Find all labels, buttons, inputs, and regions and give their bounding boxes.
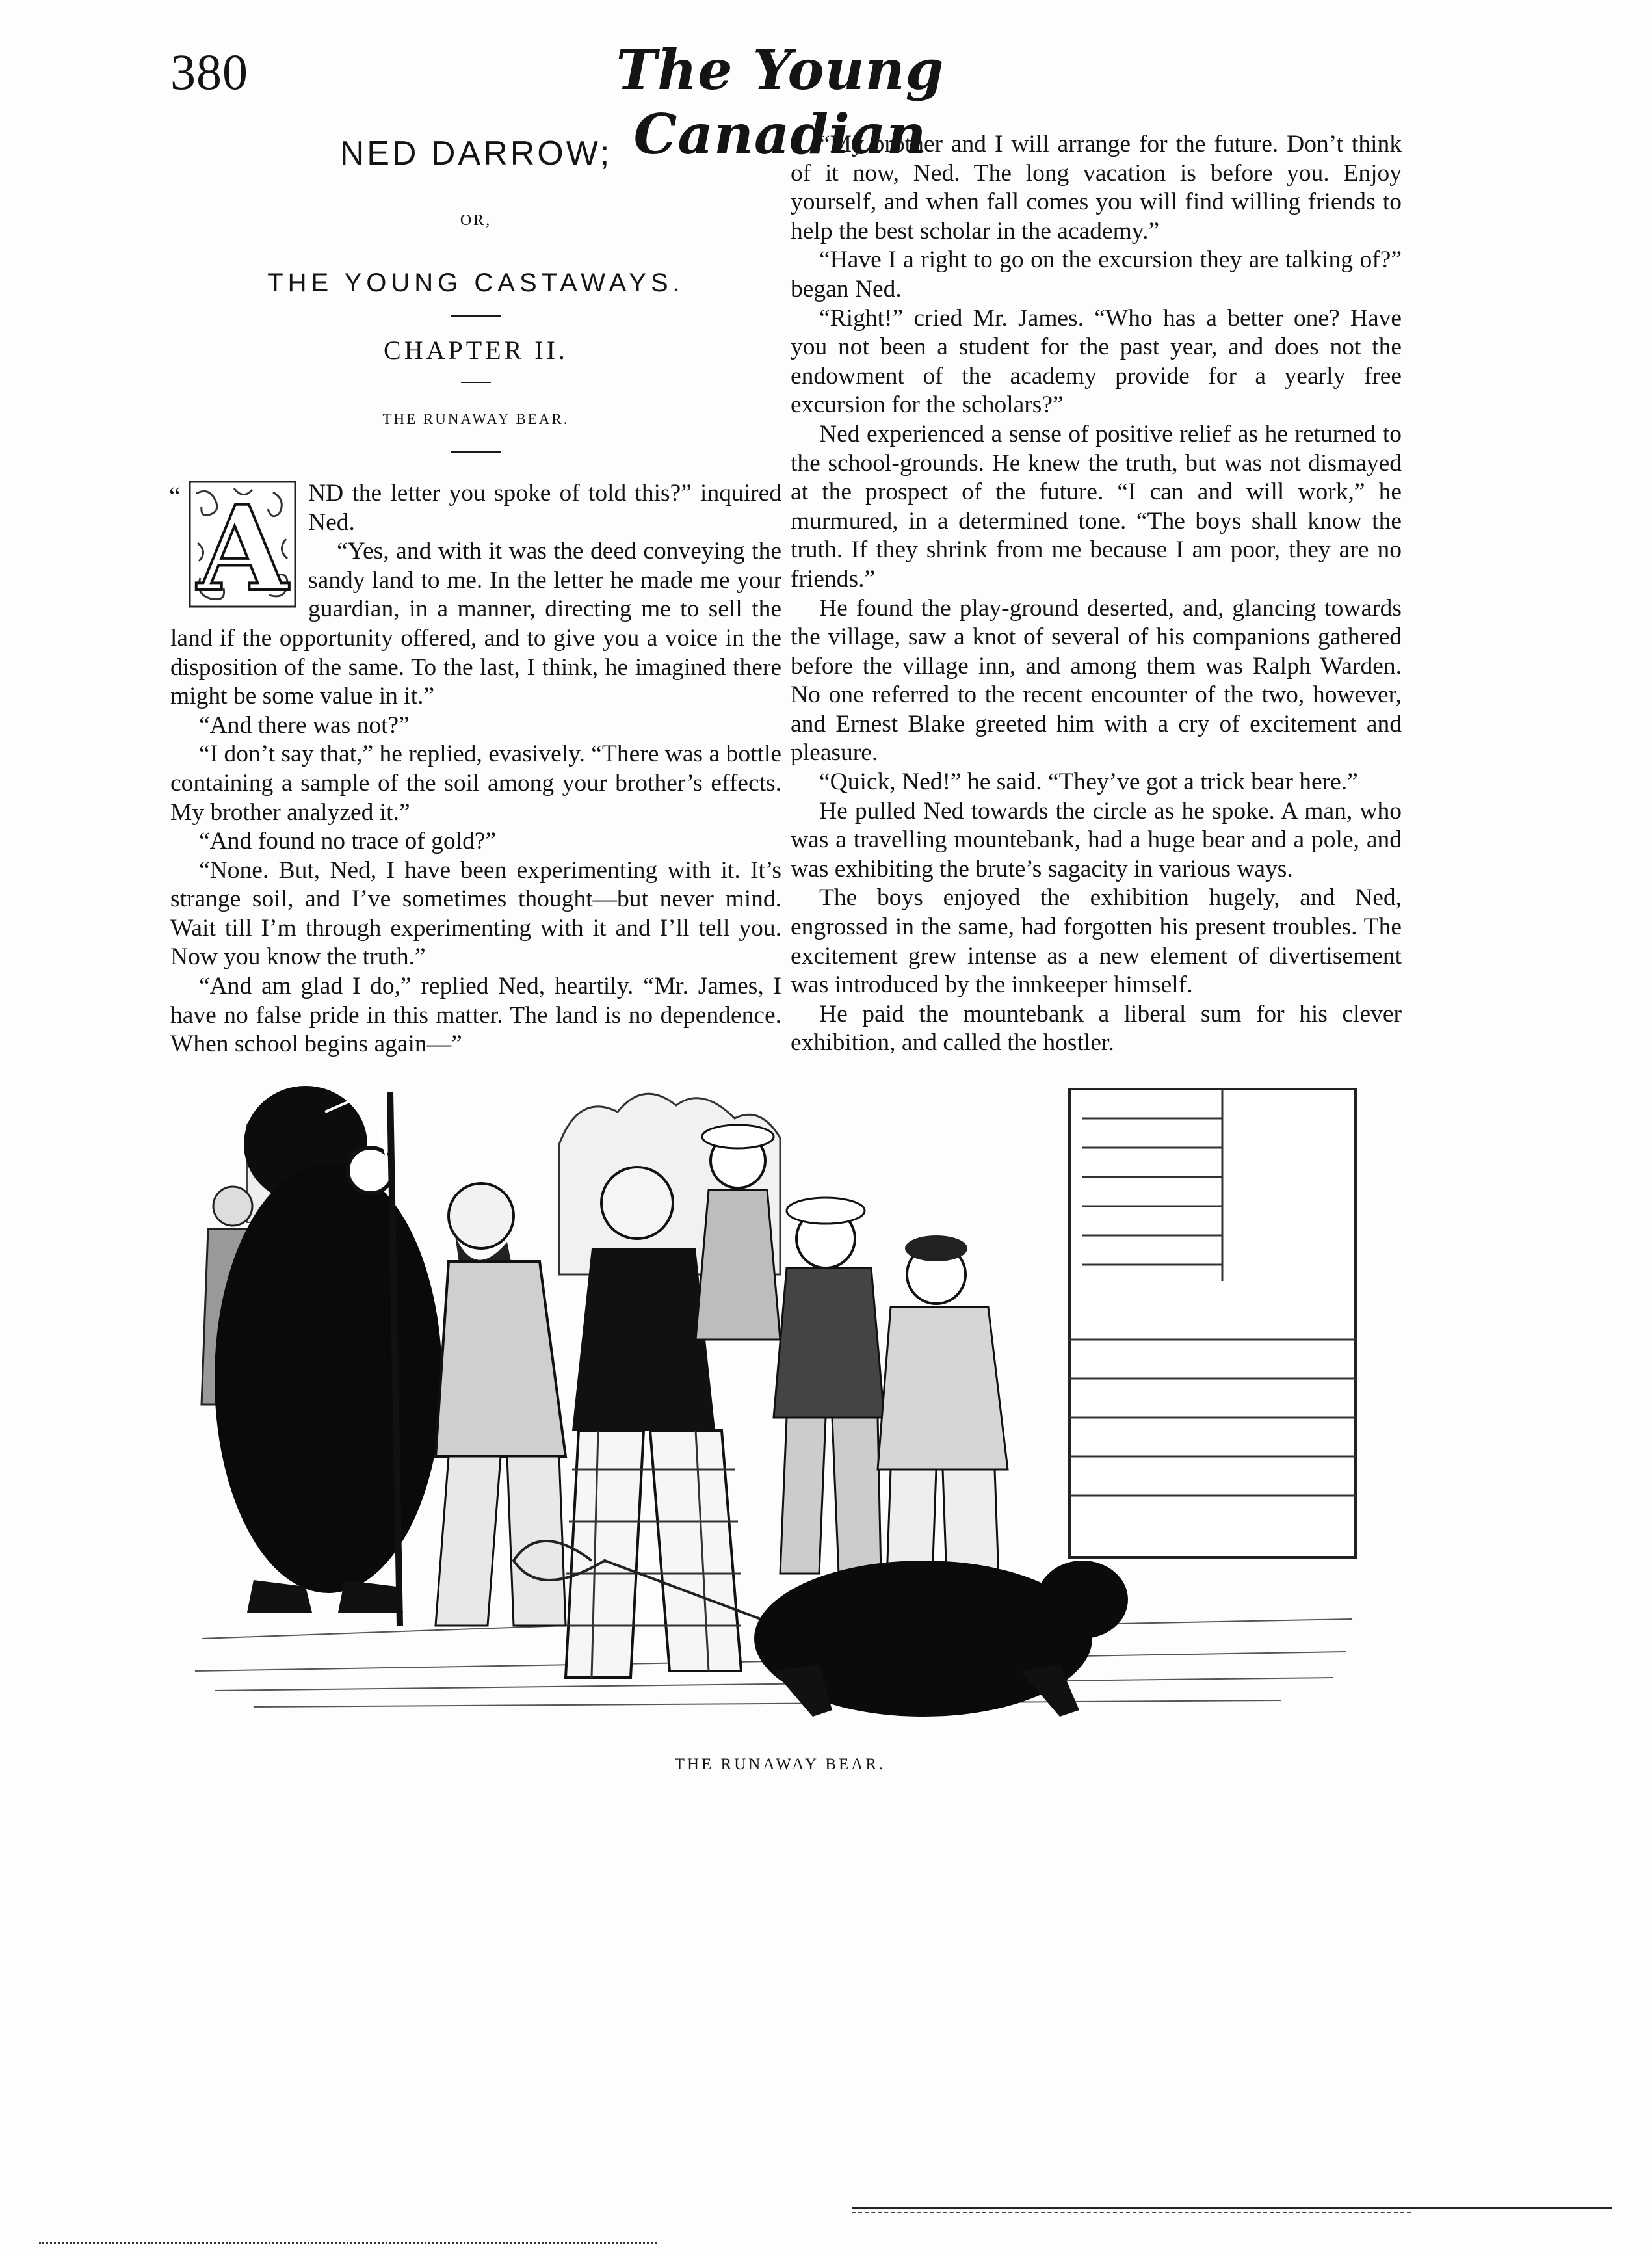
first-paragraph bbox=[169, 479, 781, 608]
dropcap-quote: “ bbox=[169, 481, 181, 510]
paragraph: The boys enjoyed the exhibition hugely, and Ned, engrossed in the same, had forgotten his present troubles. The excitement grew intense as a new element of divertisement was introduced by the innkeeper himself. bbox=[791, 884, 1402, 999]
chapter-rule bbox=[461, 382, 491, 383]
paragraph: He found the play-ground deserted, and, glancing towards the village, saw a knot of several of his companions gathered before the village inn, and among them was Ralph Warden. No one referred to the recent encounter of the two, however, and Ernest Blake greeted him with a cry of excitement and pleasure. bbox=[791, 594, 1402, 767]
heading-rule bbox=[451, 315, 501, 317]
page-number: 380 bbox=[170, 44, 248, 100]
boy-figure-icon bbox=[774, 1198, 884, 1574]
paragraph: “I don’t say that,” he replied, evasively. “There was a bottle containing a sample of the soil among your brother’s effects. My brother analyzed it.” bbox=[170, 741, 781, 826]
story-title: NED DARROW; bbox=[339, 135, 612, 172]
standing-bear-icon bbox=[215, 1086, 442, 1613]
illustration-caption: THE RUNAWAY BEAR. bbox=[674, 1756, 886, 1773]
paragraph: ND the letter you spoke of told this?” inquired Ned. bbox=[308, 479, 781, 536]
story-heading bbox=[170, 135, 781, 453]
paragraph: He pulled Ned towards the circle as he spoke. A man, who was a travelling mountebank, had a huge bear and a pole, and was exhibiting the brute’s sagacity in various ways. bbox=[791, 797, 1402, 882]
paragraph: “And there was not?” bbox=[199, 711, 410, 739]
story-or: OR, bbox=[460, 211, 492, 229]
chapter-number: CHAPTER II. bbox=[384, 335, 568, 365]
footer-strip bbox=[39, 2242, 657, 2244]
paragraph: “Yes, and with it was the deed conveying the sandy land to me. In the letter he made me your guardian, in a manner, directing me to sell the land if the opportunity offered, and to give you a voice in the disposition of the same. To the last, I think, he imagined there might be some value in it.” bbox=[170, 538, 781, 710]
bottom-rule bbox=[852, 2212, 1411, 2213]
paragraph: “And am glad I do,” replied Ned, heartily. “Mr. James, I have no false pride in this matter. The land is no dependence. When school begins again—” bbox=[170, 973, 781, 1058]
paragraph: He paid the mountebank a liberal sum for his clever exhibition, and called the hostler. bbox=[791, 1000, 1402, 1057]
paragraph: “Quick, Ned!” he said. “They’ve got a trick bear here.” bbox=[819, 769, 1358, 796]
paragraph: “Have I a right to go on the excursion they are talking of?” began Ned. bbox=[791, 246, 1402, 302]
building-icon bbox=[1069, 1089, 1356, 1557]
paragraph: “My brother and I will arrange for the future. Don’t think of it now, Ned. The long vacation is before you. Enjoy yourself, and when fall comes you will find willing friends to help the best scholar in the academy.” bbox=[791, 131, 1402, 244]
left-column bbox=[170, 130, 781, 1059]
ornate-dropcap-icon bbox=[189, 481, 296, 608]
dropcap-letter: A bbox=[197, 480, 288, 608]
paragraph: “Right!” cried Mr. James. “Who has a better one? Have you not been a student for the past year, and does not the endowment of the academy provide for a yearly free excursion for the scholars?” bbox=[791, 304, 1402, 419]
mountebank-figure-icon bbox=[436, 1183, 566, 1626]
paragraph: “And found no trace of gold?” bbox=[199, 828, 497, 855]
right-column bbox=[791, 130, 1402, 1058]
dropcap bbox=[170, 481, 298, 611]
bottom-rule bbox=[852, 2207, 1612, 2209]
chapter-title-rule bbox=[451, 451, 501, 453]
story-subtitle: THE YOUNG CASTAWAYS. bbox=[267, 269, 685, 298]
runaway-bear-illustration bbox=[176, 1066, 1362, 1723]
running-title: The Young Canadian bbox=[616, 38, 945, 166]
chapter-title: THE RUNAWAY BEAR. bbox=[382, 411, 570, 428]
paragraph: Ned experienced a sense of positive relief as he returned to the school-grounds. He knew the truth, but was not dismayed at the prospect of the future. “I can and will work,” he murmured, in a determined tone. “The boys shall know the truth. If they shrink from me because I am poor, they are no friends.” bbox=[791, 420, 1402, 592]
running-bear-icon bbox=[754, 1561, 1128, 1717]
paragraph: “None. But, Ned, I have been experimenting with it. It’s strange soil, and I’ve sometimes thought—but never mind. Wait till I’m through experimenting with it and I’ll tell you. Now you know the truth.” bbox=[170, 856, 781, 971]
